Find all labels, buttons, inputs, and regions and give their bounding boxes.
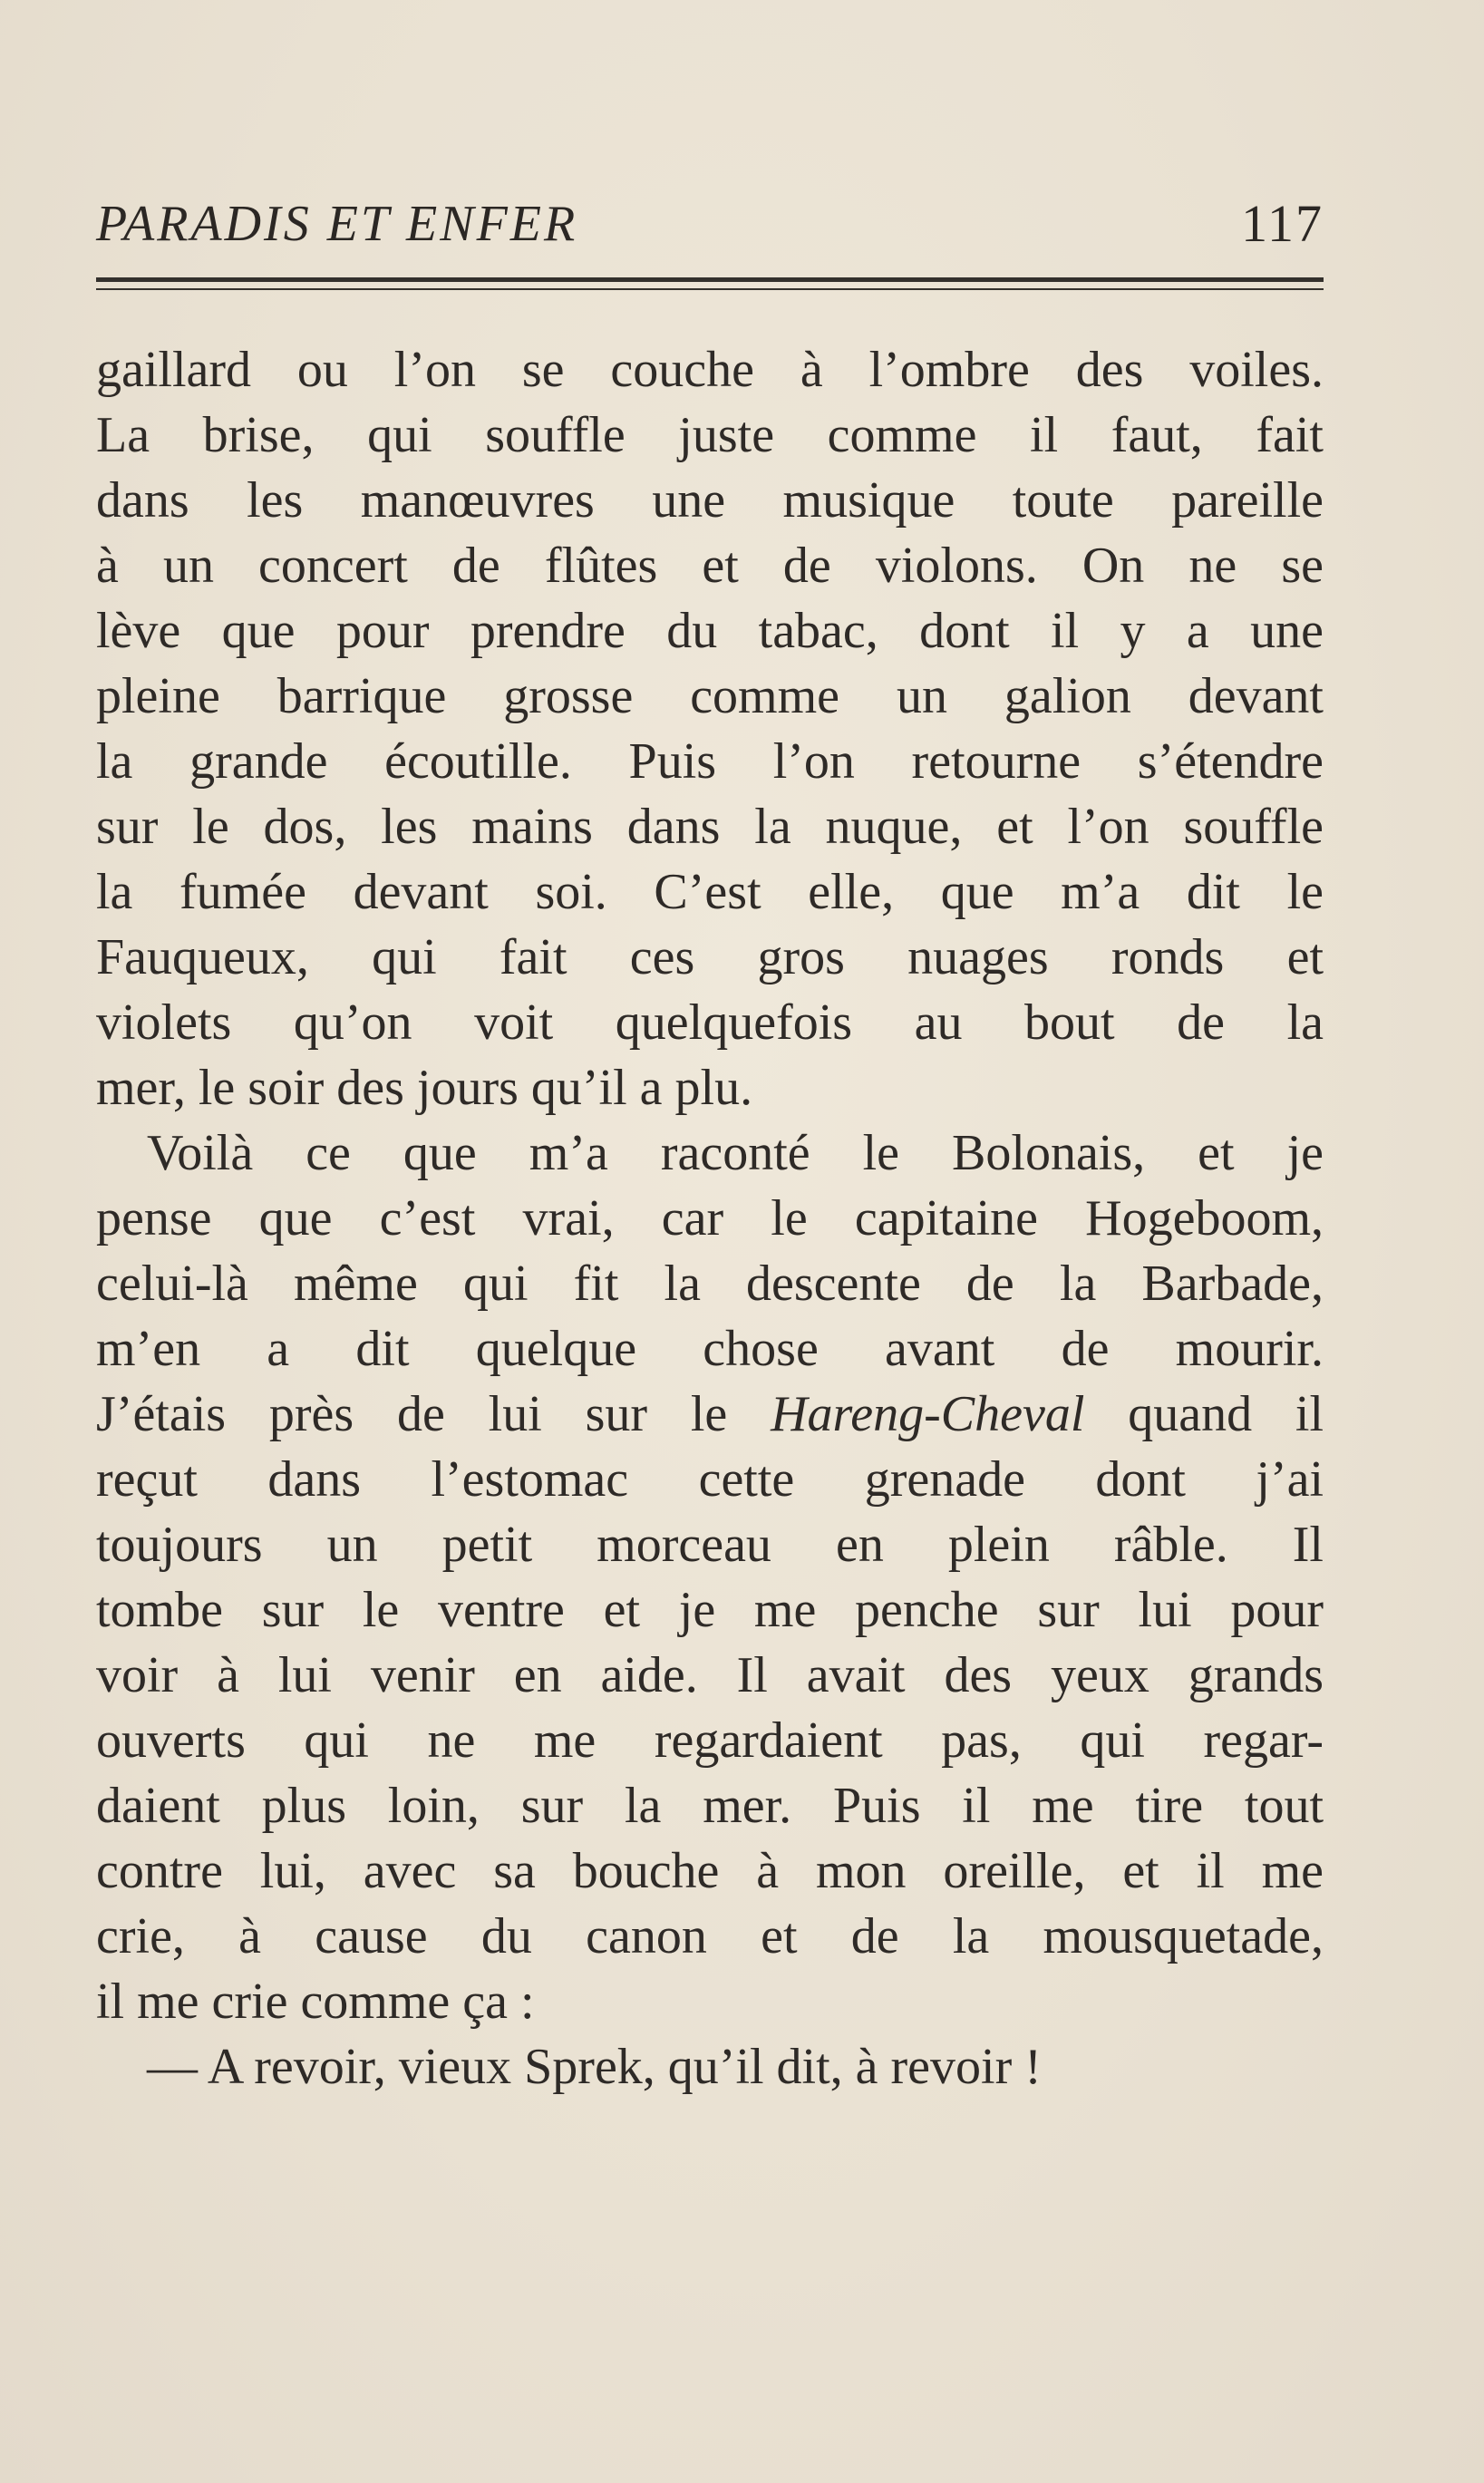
header-rule-thick xyxy=(96,277,1324,282)
text-line: pense que c’est vrai, car le capitaine Hogeboom, xyxy=(96,1190,1324,1246)
paragraph-last-line: mer, le soir des jours qu’il a plu. xyxy=(96,1060,753,1116)
text-line: à un concert de flûtes et de violons. On ne se xyxy=(96,538,1324,594)
text-line: m’en a dit quelque chose avant de mourir. xyxy=(96,1321,1324,1377)
text-line: dans les manœuvres une musique toute pareille xyxy=(96,472,1324,529)
paragraph-last-line: il me crie comme ça : xyxy=(96,1974,535,2030)
text-line: la fumée devant soi. C’est elle, que m’a dit le xyxy=(96,864,1324,920)
text-line-with-italic xyxy=(96,1382,1324,1447)
text-line: contre lui, avec sa bouche à mon oreille, et il me xyxy=(96,1843,1324,1899)
text-segment: quand il xyxy=(1084,1386,1324,1442)
ship-name-italic: Hareng-Cheval xyxy=(771,1386,1085,1442)
header-rule-thin xyxy=(96,288,1324,290)
text-line: toujours un petit morceau en plein râble. Il xyxy=(96,1517,1324,1573)
page-number: 117 xyxy=(1241,194,1324,253)
text-line: violets qu’on voit quelquefois au bout de la xyxy=(96,994,1324,1051)
text-line: reçut dans l’estomac cette grenade dont j’ai xyxy=(96,1451,1324,1508)
text-line: crie, à cause du canon et de la mousquetade, xyxy=(96,1908,1324,1964)
text-line: Fauqueux, qui fait ces gros nuages ronds et xyxy=(96,929,1324,985)
text-line: celui-là même qui fit la descente de la Barbade, xyxy=(96,1256,1324,1312)
text-line: La brise, qui souffle juste comme il faut, fait xyxy=(96,407,1324,463)
text-line: la grande écoutille. Puis l’on retourne s’étendre xyxy=(96,733,1324,790)
text-line: voir à lui venir en aide. Il avait des yeux grands xyxy=(96,1647,1324,1703)
text-segment: J’étais près de lui sur le xyxy=(96,1386,771,1442)
text-line: tombe sur le ventre et je me penche sur lui pour xyxy=(96,1582,1324,1638)
paragraph-first-line: Voilà ce que m’a raconté le Bolonais, et je xyxy=(147,1125,1324,1181)
text-line: sur le dos, les mains dans la nuque, et l’on souffle xyxy=(96,799,1324,855)
text-line: pleine barrique grosse comme un galion devant xyxy=(96,668,1324,724)
text-line: daient plus loin, sur la mer. Puis il me tire tout xyxy=(96,1778,1324,1834)
dialogue-line: — A revoir, vieux Sprek, qu’il dit, à revoir ! xyxy=(147,2039,1042,2095)
running-head xyxy=(96,192,1324,256)
text-line: lève que pour prendre du tabac, dont il y a une xyxy=(96,603,1324,659)
body-text xyxy=(96,337,1324,2100)
text-line: ouverts qui ne me regardaient pas, qui regar- xyxy=(96,1712,1324,1769)
text-line: gaillard ou l’on se couche à l’ombre des voiles. xyxy=(96,342,1324,398)
running-title: PARADIS ET ENFER xyxy=(96,196,578,252)
